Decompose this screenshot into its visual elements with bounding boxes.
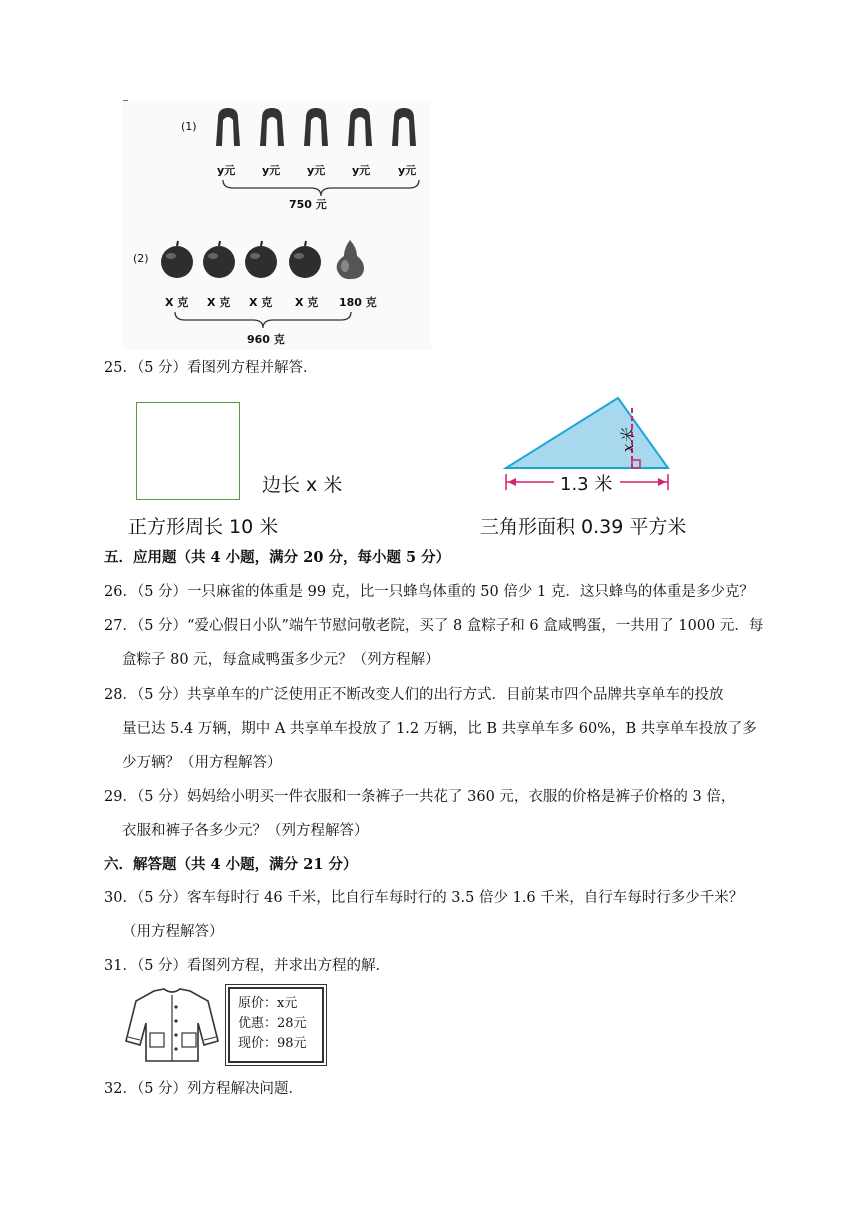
scarf-icon	[216, 108, 240, 146]
q29-line1: 29．（5 分）妈妈给小明买一件衣服和一条裤子一共花了 360 元，衣服的价格是裤子价格的 3 倍，	[104, 789, 736, 805]
q26-text: 26．（5 分）一只麻雀的体重是 99 克，比一只蜂鸟体重的 50 倍少 1 克．这只蜂鸟的体重是多少克？	[104, 584, 754, 600]
triangle-height-label: x米	[619, 428, 638, 453]
q30-line2: （用方程解答）	[122, 924, 224, 940]
triangle-base-label: 1.3 米	[560, 474, 613, 495]
square-shape	[136, 402, 240, 500]
q25-square-figure	[120, 392, 380, 540]
q28-line2: 量已达 5.4 万辆，期中 A 共享单车投放了 1.2 万辆，比 B 共享单车多 60%，B 共享单车投放了多	[122, 721, 757, 737]
apple-icon	[289, 241, 321, 278]
scarf-total: 750 元	[289, 198, 327, 211]
brace-row2	[173, 310, 353, 330]
square-perimeter-label: 正方形周长 10 米	[128, 516, 279, 538]
scarf-price-label: y元	[352, 164, 371, 177]
price-original: 原价：x元	[238, 996, 298, 1011]
apple-weight-label: X 克	[295, 296, 319, 309]
pear-weight-label: 180 克	[339, 296, 377, 309]
section-5-heading: 五．应用题（共 4 小题，满分 20 分，每小题 5 分）	[104, 549, 451, 566]
triangle-area-label: 三角形面积 0.39 平方米	[480, 516, 687, 538]
q30-line1: 30．（5 分）客车每时行 46 千米，比自行车每时行的 3.5 倍少 1.6 千米，自行车每时行多少千米？	[104, 890, 744, 906]
q27-line1: 27．（5 分）“爱心假日小队”端午节慰问敬老院，买了 8 盒粽子和 6 盒咸鸭蛋，一共用了 1000 元．每	[104, 618, 764, 634]
shirt-icon	[124, 987, 220, 1067]
brace-row1	[221, 178, 421, 198]
section-6-heading: 六．解答题（共 4 小题，满分 21 分）	[104, 856, 358, 873]
scarf-row	[211, 106, 426, 150]
figure-mark	[123, 100, 128, 101]
q31-figure	[124, 985, 340, 1069]
pear-icon	[337, 240, 364, 279]
scarf-price-label: y元	[217, 164, 236, 177]
apple-icon	[203, 241, 235, 278]
scarf-price-label: y元	[398, 164, 417, 177]
price-now: 现价：98元	[238, 1036, 307, 1051]
row1-number: (1)	[181, 120, 197, 133]
apple-weight-label: X 克	[249, 296, 273, 309]
figure-scarves-fruit	[123, 100, 431, 350]
q28-line3: 少万辆？（用方程解答）	[122, 755, 282, 771]
q25-triangle-figure	[478, 392, 708, 540]
scarf-icon	[304, 108, 328, 146]
scarf-price-label: y元	[307, 164, 326, 177]
q25-text: 25．（5 分）看图列方程并解答．	[104, 360, 318, 376]
apple-icon	[161, 241, 193, 278]
q27-line2: 盒粽子 80 元，每盒咸鸭蛋多少元？（列方程解）	[122, 652, 440, 668]
scarf-price-label: y元	[262, 164, 281, 177]
scarf-icon	[260, 108, 284, 146]
price-discount: 优惠：28元	[238, 1016, 307, 1031]
apple-icon	[245, 241, 277, 278]
price-box	[228, 987, 324, 1063]
apple-weight-label: X 克	[207, 296, 231, 309]
scarf-icon	[348, 108, 372, 146]
q31-text: 31．（5 分）看图列方程，并求出方程的解．	[104, 958, 391, 974]
scarf-icon	[392, 108, 416, 146]
fruit-row	[159, 236, 374, 280]
row2-number: (2)	[133, 252, 149, 265]
q29-line2: 衣服和裤子各多少元？（列方程解答）	[122, 823, 369, 839]
square-side-label: 边长 x 米	[262, 474, 343, 496]
q28-line1: 28．（5 分）共享单车的广泛使用正不断改变人们的出行方式．目前某市四个品牌共享单车的投放	[104, 687, 724, 703]
apple-weight-label: X 克	[165, 296, 189, 309]
q32-text: 32．（5 分）列方程解决问题．	[104, 1081, 304, 1097]
fruit-total: 960 克	[247, 333, 285, 346]
